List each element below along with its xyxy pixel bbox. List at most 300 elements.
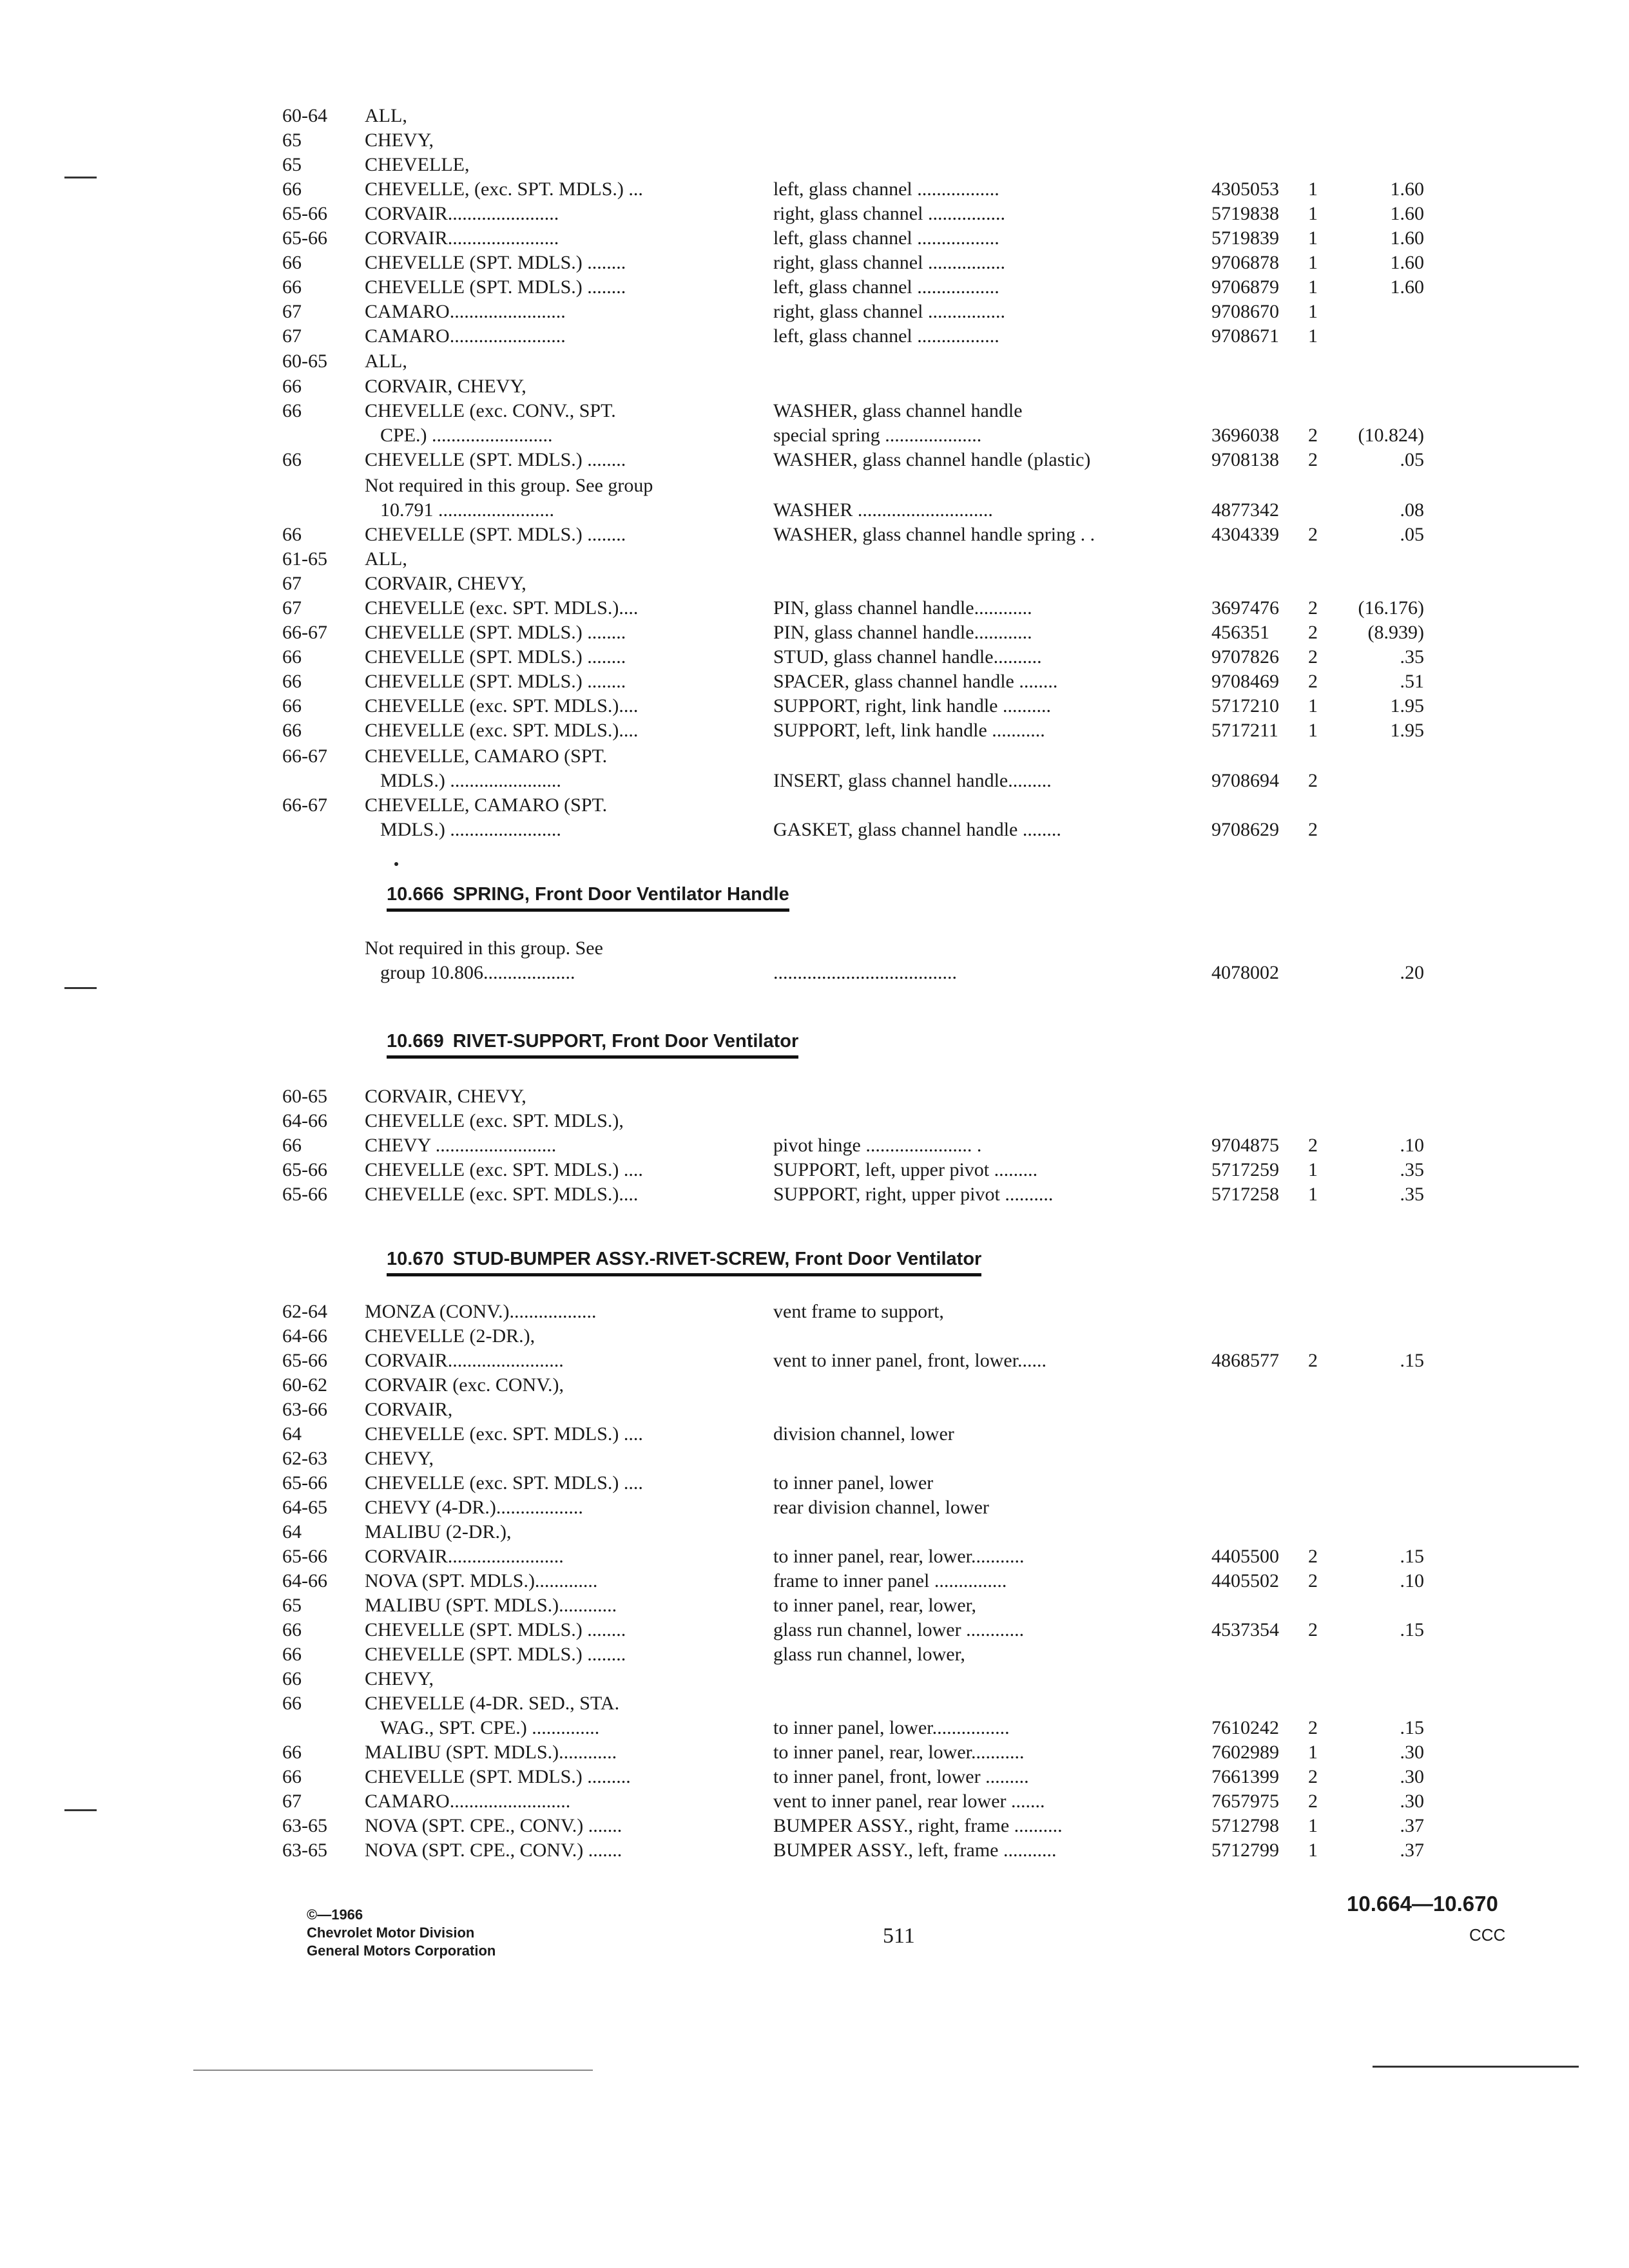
model-cell: CHEVELLE (SPT. MDLS.) ........ [365,449,626,470]
quantity-cell: 1 [1308,1184,1318,1205]
table-row [0,1715,1629,1741]
table-row [0,1813,1629,1839]
price-cell: .15 [1400,1350,1424,1371]
model-cell: MALIBU (SPT. MDLS.)............ [365,1595,617,1616]
model-cell: CORVAIR, CHEVY, [365,573,526,594]
year-cell: 66 [282,1693,302,1714]
model-cell: CHEVELLE (exc. SPT. MDLS.).... [365,695,639,716]
model-cell: ALL, [365,351,407,372]
quantity-cell: 2 [1308,1619,1318,1640]
model-cell: MONZA (CONV.).................. [365,1301,597,1322]
model-cell: CAMARO......................... [365,1791,571,1812]
table-row [0,473,1629,499]
table-row [0,693,1629,719]
description-cell: BUMPER ASSY., right, frame .......... [773,1815,1063,1836]
model-cell: Not required in this group. See group [365,475,653,496]
section-heading-10-670 [387,1246,981,1276]
price-cell: 1.60 [1390,178,1424,200]
price-cell: 1.60 [1390,203,1424,224]
model-cell: CHEVELLE (SPT. MDLS.) ........ [365,276,626,298]
year-cell: 66 [282,449,302,470]
part-number-cell: 4405502 [1211,1570,1279,1591]
part-number-cell: 9708629 [1211,819,1279,840]
model-cell: CAMARO........................ [365,301,566,322]
model-cell: CHEVELLE, [365,154,470,175]
price-cell: 1.95 [1390,695,1424,716]
table-row [0,1470,1629,1496]
model-cell: group 10.806................... [380,962,575,983]
description-cell: to inner panel, lower [773,1472,934,1494]
price-cell: .35 [1400,1184,1424,1205]
model-cell: MDLS.) ....................... [380,819,561,840]
quantity-cell: 1 [1308,276,1318,298]
table-row [0,1397,1629,1423]
price-cell: (16.176) [1358,597,1424,619]
model-cell: CHEVELLE, CAMARO (SPT. [365,794,608,816]
quantity-cell: 2 [1308,819,1318,840]
year-cell: 66 [282,1668,302,1689]
quantity-cell: 1 [1308,695,1318,716]
year-cell: 60-65 [282,351,327,372]
section-number: 10.670 [387,1249,444,1269]
model-cell: ALL, [365,548,407,570]
table-row [0,1740,1629,1765]
section-heading-10-666 [387,881,789,912]
price-cell: .37 [1400,1815,1424,1836]
model-cell: CHEVELLE, CAMARO (SPT. [365,745,608,767]
part-number-cell: 5717211 [1211,720,1278,741]
table-row [0,1789,1629,1814]
model-cell: CHEVY (4-DR.).................. [365,1497,583,1518]
table-row [0,1617,1629,1643]
description-cell: frame to inner panel ............... [773,1570,1007,1591]
price-cell: .30 [1400,1766,1424,1787]
part-number-cell: 9708469 [1211,671,1279,692]
table-row [0,447,1629,473]
year-cell: 67 [282,325,302,347]
table-row [0,1348,1629,1374]
part-number-cell: 9706878 [1211,252,1279,273]
year-cell: 64 [282,1423,302,1445]
quantity-cell: 2 [1308,1766,1318,1787]
year-cell: 60-64 [282,105,327,126]
section-title: STUD-BUMPER ASSY.-RIVET-SCREW, Front Door Ventilator [452,1249,982,1269]
model-cell: CHEVELLE (SPT. MDLS.) ........ [365,1644,626,1665]
table-row [0,423,1629,448]
year-cell: 64-66 [282,1110,327,1131]
year-cell: 66 [282,376,302,397]
quantity-cell: 2 [1308,1546,1318,1567]
table-row [0,128,1629,153]
section-title: RIVET-SUPPORT, Front Door Ventilator [452,1031,799,1052]
table-row [0,299,1629,325]
model-cell: CPE.) ......................... [380,425,553,446]
description-cell: to inner panel, rear, lower, [773,1595,976,1616]
year-cell: 65 [282,130,302,151]
price-cell: .15 [1400,1546,1424,1567]
price-cell: .30 [1400,1742,1424,1763]
section-heading-10-669 [387,1028,798,1059]
quantity-cell: 2 [1308,425,1318,446]
model-cell: CHEVELLE (exc. SPT. MDLS.) .... [365,1472,643,1494]
model-cell: NOVA (SPT. CPE., CONV.) ....... [365,1840,622,1861]
part-number-cell: 456351 [1211,622,1269,643]
part-number-cell: 4078002 [1211,962,1279,983]
model-cell: ALL, [365,105,407,126]
margin-mark [64,177,97,178]
part-number-cell: 4405500 [1211,1546,1279,1567]
model-cell: CHEVELLE (SPT. MDLS.) ........ [365,1619,626,1640]
year-cell: 67 [282,301,302,322]
year-cell: 64-66 [282,1325,327,1347]
year-cell: 65-66 [282,1472,327,1494]
model-cell: CHEVELLE, (exc. SPT. MDLS.) ... [365,178,643,200]
description-cell: right, glass channel ................ [773,252,1005,273]
description-cell: SUPPORT, left, upper pivot ......... [773,1159,1038,1180]
table-row [0,620,1629,646]
table-row [0,177,1629,202]
description-cell: SUPPORT, right, link handle .......... [773,695,1051,716]
stray-dot [394,862,398,866]
table-row [0,1133,1629,1158]
quantity-cell: 1 [1308,203,1318,224]
table-row [0,374,1629,399]
year-cell: 66 [282,1766,302,1787]
table-row [0,398,1629,424]
quantity-cell: 1 [1308,301,1318,322]
copyright: ©—1966 [307,1907,363,1923]
price-cell: 1.60 [1390,252,1424,273]
price-cell: .20 [1400,962,1424,983]
model-cell: CHEVELLE (exc. SPT. MDLS.) .... [365,1159,643,1180]
table-row [0,793,1629,818]
model-cell: CORVAIR, CHEVY, [365,1086,526,1107]
year-cell: 66 [282,646,302,668]
corporation-name: General Motors Corporation [307,1943,496,1959]
price-cell: (8.939) [1367,622,1424,643]
table-row [0,1446,1629,1472]
quantity-cell: 2 [1308,646,1318,668]
model-cell: CHEVY, [365,1448,434,1469]
year-cell: 66 [282,400,302,421]
table-row [0,1495,1629,1521]
table-row [0,1593,1629,1619]
part-number-cell: 9707826 [1211,646,1279,668]
model-cell: CHEVELLE (exc. SPT. MDLS.) .... [365,1423,643,1445]
model-cell: CHEVELLE (SPT. MDLS.) ........ [365,622,626,643]
table-row [0,1642,1629,1667]
year-cell: 67 [282,1791,302,1812]
description-cell: pivot hinge ...................... . [773,1135,982,1156]
year-cell: 67 [282,597,302,619]
model-cell: CHEVELLE (exc. SPT. MDLS.).... [365,720,639,741]
table-row [0,1299,1629,1325]
year-cell: 64-65 [282,1497,327,1518]
price-cell: .37 [1400,1840,1424,1861]
model-cell: CHEVELLE (SPT. MDLS.) ........ [365,524,626,545]
division-name: Chevrolet Motor Division [307,1925,475,1941]
description-cell: vent frame to support, [773,1301,944,1322]
model-cell: CHEVY, [365,130,434,151]
year-cell: 66 [282,178,302,200]
publisher-block [307,1906,496,1960]
price-cell: .35 [1400,1159,1424,1180]
table-row [0,1544,1629,1570]
description-cell: right, glass channel ................ [773,301,1005,322]
model-cell: CORVAIR........................ [365,1546,564,1567]
model-cell: CHEVELLE (exc. SPT. MDLS.), [365,1110,624,1131]
part-number-cell: 4305053 [1211,178,1279,200]
year-cell: 60-62 [282,1374,327,1396]
table-row [0,323,1629,349]
year-cell: 67 [282,573,302,594]
description-cell: right, glass channel ................ [773,203,1005,224]
part-number-cell: 3697476 [1211,597,1279,619]
part-number-cell: 5717259 [1211,1159,1279,1180]
table-row [0,644,1629,670]
part-number-cell: 9708694 [1211,770,1279,791]
year-cell: 63-65 [282,1815,327,1836]
model-cell: WAG., SPT. CPE.) .............. [380,1717,600,1738]
year-cell: 61-65 [282,548,327,570]
description-cell: to inner panel, rear, lower........... [773,1546,1025,1567]
description-cell: WASHER, glass channel handle [773,400,1023,421]
description-cell: division channel, lower [773,1423,954,1445]
part-number-cell: 9704875 [1211,1135,1279,1156]
quantity-cell: 1 [1308,325,1318,347]
quantity-cell: 2 [1308,524,1318,545]
year-cell: 62-64 [282,1301,327,1322]
description-cell: SUPPORT, right, upper pivot .......... [773,1184,1054,1205]
model-cell: Not required in this group. See [365,937,603,959]
table-row [0,1519,1629,1545]
description-cell: left, glass channel ................. [773,178,999,200]
part-number-cell: 7610242 [1211,1717,1279,1738]
quantity-cell: 1 [1308,178,1318,200]
description-cell: SPACER, glass channel handle ........ [773,671,1058,692]
table-row [0,274,1629,300]
margin-mark [64,987,97,989]
table-row [0,817,1629,843]
price-cell: .51 [1400,671,1424,692]
group-range: 10.664—10.670 [1347,1892,1498,1916]
model-cell: CORVAIR....................... [365,203,559,224]
description-cell: left, glass channel ................. [773,325,999,347]
description-cell: GASKET, glass channel handle ........ [773,819,1061,840]
quantity-cell: 1 [1308,1159,1318,1180]
table-row [0,250,1629,276]
year-cell: 66-67 [282,794,327,816]
model-cell: CORVAIR (exc. CONV.), [365,1374,564,1396]
model-cell: CHEVY ......................... [365,1135,557,1156]
part-number-cell: 4304339 [1211,524,1279,545]
scan-line-left [193,2070,593,2071]
quantity-cell: 2 [1308,1350,1318,1371]
table-row [0,1568,1629,1594]
description-cell: vent to inner panel, rear lower ....... [773,1791,1045,1812]
table-row [0,960,1629,986]
quantity-cell: 1 [1308,252,1318,273]
description-cell: WASHER, glass channel handle (plastic) [773,449,1091,470]
model-cell: CORVAIR, CHEVY, [365,376,526,397]
table-row [0,497,1629,523]
table-row [0,226,1629,251]
price-cell: (10.824) [1358,425,1424,446]
model-cell: CHEVELLE (SPT. MDLS.) ........ [365,671,626,692]
year-cell: 66 [282,1619,302,1640]
table-row [0,546,1629,572]
year-cell: 65-66 [282,1159,327,1180]
year-cell: 66-67 [282,745,327,767]
description-cell: ...................................... [773,962,957,983]
table-row [0,1838,1629,1863]
model-cell: CHEVELLE (4-DR. SED., STA. [365,1693,620,1714]
description-cell: SUPPORT, left, link handle ........... [773,720,1045,741]
price-cell: .05 [1400,449,1424,470]
price-cell: .08 [1400,499,1424,521]
part-number-cell: 7657975 [1211,1791,1279,1812]
price-cell: .15 [1400,1619,1424,1640]
table-row [0,936,1629,961]
price-cell: .15 [1400,1717,1424,1738]
model-cell: MDLS.) ....................... [380,770,561,791]
year-cell: 65-66 [282,1350,327,1371]
table-row [0,669,1629,695]
year-cell: 64 [282,1521,302,1542]
quantity-cell: 2 [1308,449,1318,470]
model-cell: CORVAIR....................... [365,227,559,249]
catalog-code: CCC [1469,1925,1506,1945]
description-cell: special spring .................... [773,425,982,446]
description-cell: to inner panel, lower................ [773,1717,1010,1738]
description-cell: WASHER, glass channel handle spring . . [773,524,1095,545]
year-cell: 65 [282,154,302,175]
description-cell: glass run channel, lower, [773,1644,965,1665]
part-number-cell: 4868577 [1211,1350,1279,1371]
price-cell: 1.95 [1390,720,1424,741]
year-cell: 66 [282,1742,302,1763]
model-cell: 10.791 ........................ [380,499,554,521]
year-cell: 66 [282,524,302,545]
year-cell: 62-63 [282,1448,327,1469]
part-number-cell: 3696038 [1211,425,1279,446]
part-number-cell: 5712798 [1211,1815,1279,1836]
part-number-cell: 9706879 [1211,276,1279,298]
part-number-cell: 7602989 [1211,1742,1279,1763]
part-number-cell: 9708670 [1211,301,1279,322]
part-number-cell: 5717210 [1211,695,1279,716]
model-cell: CHEVELLE (exc. SPT. MDLS.).... [365,1184,639,1205]
part-number-cell: 4537354 [1211,1619,1279,1640]
quantity-cell: 2 [1308,1717,1318,1738]
table-row [0,1764,1629,1790]
table-row [0,349,1629,374]
section-number: 10.669 [387,1031,444,1052]
quantity-cell: 1 [1308,1742,1318,1763]
table-row [0,744,1629,769]
table-row [0,103,1629,129]
quantity-cell: 1 [1308,720,1318,741]
part-number-cell: 7661399 [1211,1766,1279,1787]
table-row [0,1084,1629,1110]
quantity-cell: 2 [1308,1570,1318,1591]
model-cell: MALIBU (2-DR.), [365,1521,512,1542]
model-cell: CHEVY, [365,1668,434,1689]
model-cell: CHEVELLE (SPT. MDLS.) ......... [365,1766,631,1787]
year-cell: 66 [282,695,302,716]
part-number-cell: 4877342 [1211,499,1279,521]
table-row [0,152,1629,178]
table-row [0,1666,1629,1692]
quantity-cell: 1 [1308,227,1318,249]
margin-mark [64,1809,97,1811]
quantity-cell: 2 [1308,1791,1318,1812]
description-cell: glass run channel, lower ............ [773,1619,1025,1640]
year-cell: 66 [282,671,302,692]
model-cell: MALIBU (SPT. MDLS.)............ [365,1742,617,1763]
price-cell: .10 [1400,1135,1424,1156]
part-number-cell: 5717258 [1211,1184,1279,1205]
year-cell: 66 [282,720,302,741]
model-cell: CORVAIR, [365,1399,453,1420]
part-number-cell: 9708671 [1211,325,1279,347]
quantity-cell: 1 [1308,1815,1318,1836]
year-cell: 63-66 [282,1399,327,1420]
part-number-cell: 5719839 [1211,227,1279,249]
model-cell: NOVA (SPT. MDLS.)............. [365,1570,598,1591]
table-row [0,595,1629,621]
quantity-cell: 2 [1308,1135,1318,1156]
quantity-cell: 2 [1308,671,1318,692]
description-cell: to inner panel, front, lower ......... [773,1766,1029,1787]
table-row [0,1108,1629,1134]
model-cell: CHEVELLE (exc. CONV., SPT. [365,400,616,421]
model-cell: CHEVELLE (2-DR.), [365,1325,535,1347]
price-cell: .05 [1400,524,1424,545]
model-cell: CHEVELLE (SPT. MDLS.) ........ [365,646,626,668]
year-cell: 60-65 [282,1086,327,1107]
table-row [0,1157,1629,1183]
table-row [0,522,1629,548]
year-cell: 65-66 [282,227,327,249]
table-row [0,1323,1629,1349]
year-cell: 65 [282,1595,302,1616]
section-title: SPRING, Front Door Ventilator Handle [452,884,789,905]
description-cell: rear division channel, lower [773,1497,989,1518]
description-cell: to inner panel, rear, lower........... [773,1742,1025,1763]
description-cell: left, glass channel ................. [773,276,999,298]
quantity-cell: 2 [1308,597,1318,619]
part-number-cell: 9708138 [1211,449,1279,470]
price-cell: .10 [1400,1570,1424,1591]
quantity-cell: 2 [1308,770,1318,791]
year-cell: 63-65 [282,1840,327,1861]
description-cell: STUD, glass channel handle.......... [773,646,1042,668]
quantity-cell: 2 [1308,622,1318,643]
year-cell: 65-66 [282,203,327,224]
description-cell: WASHER ............................ [773,499,993,521]
description-cell: vent to inner panel, front, lower...... [773,1350,1047,1371]
year-cell: 66 [282,252,302,273]
table-row [0,718,1629,744]
table-row [0,571,1629,597]
year-cell: 66 [282,1135,302,1156]
table-row [0,1691,1629,1716]
model-cell: CHEVELLE (SPT. MDLS.) ........ [365,252,626,273]
model-cell: CHEVELLE (exc. SPT. MDLS.).... [365,597,639,619]
price-cell: .30 [1400,1791,1424,1812]
description-cell: PIN, glass channel handle............ [773,622,1032,643]
